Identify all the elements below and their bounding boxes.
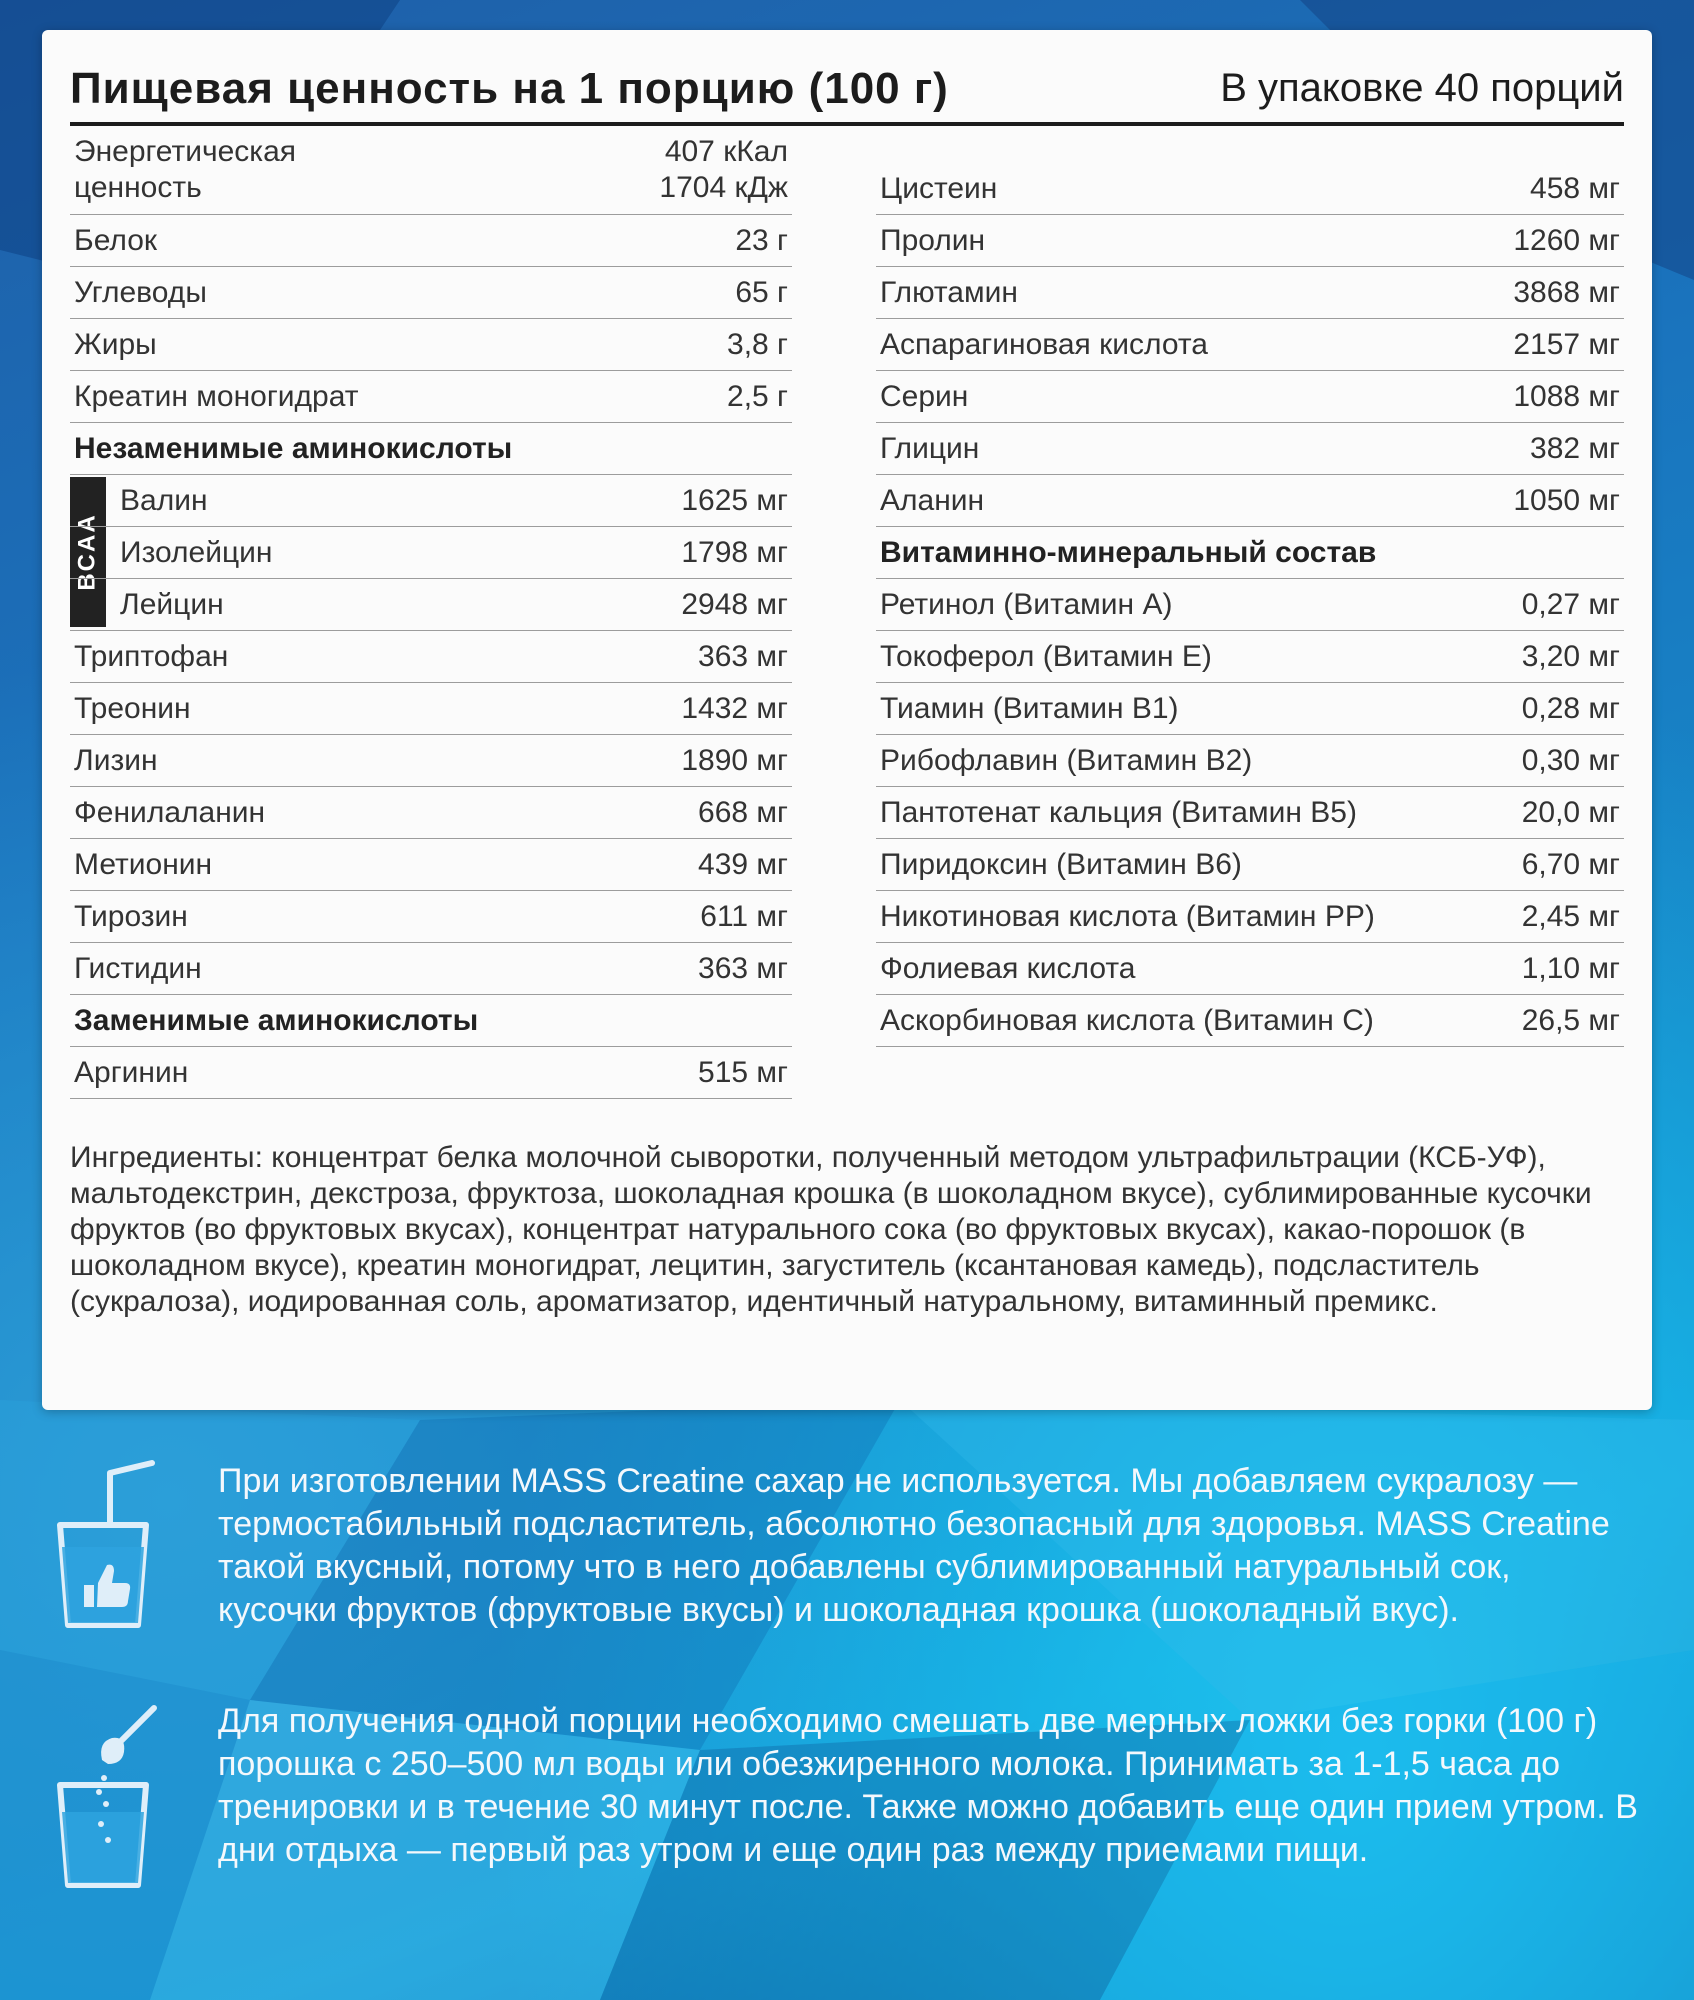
table-row: Углеводы 65 г	[70, 267, 792, 319]
glass-with-scoop-icon	[42, 1700, 162, 1890]
table-row: Аланин 1050 мг	[876, 475, 1624, 527]
table-row: Триптофан 363 мг	[70, 631, 792, 683]
sugar-free-note: При изготовлении MASS Creatine сахар не используется. Мы добавляем сукралозу — термостабильный подсластитель, абсолютно безопасный для здоровья. MASS Creatine такой вкусный, потому что в него добавлены сублимированный натуральный сок, кусочки фруктов (фруктовые вкусы) и шоколадная крошка (шоколадный вкус).	[218, 1462, 1610, 1629]
table-row: Никотиновая кислота (Витамин РР) 2,45 мг	[876, 891, 1624, 943]
table-row: Фенилаланин 668 мг	[70, 787, 792, 839]
nutrition-column-right	[876, 130, 1624, 1047]
table-row: Серин 1088 мг	[876, 371, 1624, 423]
table-row: Ретинол (Витамин А) 0,27 мг	[876, 579, 1624, 631]
nutrition-column-left	[70, 130, 792, 1099]
table-row: Белок 23 г	[70, 215, 792, 267]
table-row: Тирозин 611 мг	[70, 891, 792, 943]
nutrition-title: Пищевая ценность на 1 порцию (100 г)	[70, 64, 949, 113]
vitamins-heading: Витаминно-минеральный состав	[876, 527, 1624, 579]
servings-count: В упаковке 40 порций	[1220, 66, 1624, 110]
table-row: Глютамин 3868 мг	[876, 267, 1624, 319]
table-row: Рибофлавин (Витамин В2) 0,30 мг	[876, 735, 1624, 787]
table-row: Пролин 1260 мг	[876, 215, 1624, 267]
table-row: Тиамин (Витамин В1) 0,28 мг	[876, 683, 1624, 735]
table-row: Глицин 382 мг	[876, 423, 1624, 475]
table-row: Метионин 439 мг	[70, 839, 792, 891]
table-row: Пантотенат кальция (Витамин В5) 20,0 мг	[876, 787, 1624, 839]
bcaa-group	[70, 475, 792, 631]
table-row: Аспарагиновая кислота 2157 мг	[876, 319, 1624, 371]
table-row: Гистидин 363 мг	[70, 943, 792, 995]
table-row: Лизин 1890 мг	[70, 735, 792, 787]
table-row: Аскорбиновая кислота (Витамин С) 26,5 мг	[876, 995, 1624, 1047]
essential-amino-heading: Незаменимые аминокислоты	[70, 423, 792, 475]
usage-instructions: Для получения одной порции необходимо смешать две мерных ложки без горки (100 г) порошка с 250–500 мл воды или обезжиренного молока. Принимать за 1-1,5 часа до тренировки и в течение 30 минут после. Также можно добавить еще один прием утром. В дни отдыха — первый раз утром и еще один раз между приемами пищи.	[218, 1702, 1638, 1869]
bcaa-label: BCAA	[70, 477, 106, 627]
table-row: Жиры 3,8 г	[70, 319, 792, 371]
nutrition-table	[70, 126, 1624, 1096]
energy-value: 407 кКал 1704 кДж	[659, 135, 788, 204]
table-row: Изолейцин 1798 мг	[70, 527, 792, 579]
glass-with-straw-thumbs-up-icon	[42, 1455, 162, 1630]
table-row: Креатин моногидрат 2,5 г	[70, 371, 792, 423]
energy-row	[70, 130, 792, 215]
energy-name: Энергетическая ценность	[74, 135, 296, 204]
nutrition-panel	[42, 30, 1652, 1410]
table-row: Пиридоксин (Витамин В6) 6,70 мг	[876, 839, 1624, 891]
nonessential-amino-heading: Заменимые аминокислоты	[70, 995, 792, 1047]
nutrition-header	[70, 58, 1624, 126]
table-row: Фолиевая кислота 1,10 мг	[876, 943, 1624, 995]
table-row: Токоферол (Витамин Е) 3,20 мг	[876, 631, 1624, 683]
table-row: Лейцин 2948 мг	[70, 579, 792, 631]
ingredients-text: Ингредиенты: концентрат белка молочной сыворотки, полученный методом ультрафильтрации (КСБ-УФ), мальтодекстрин, декстроза, фруктоза, шоколадная крошка (в шоколадном вкусе), сублимированные кусочки фруктов (во фруктовых вкусах), концентрат натурального сока (во фруктовых вкусах), какао-порошок (в шоколадном вкусе), креатин моногидрат, лецитин, загуститель (ксантановая камедь), подсластитель (сукралоза), иодированная соль, ароматизатор, идентичный натуральному, витаминный премикс.	[70, 1141, 1592, 1318]
table-row: Цистеин 458 мг	[876, 163, 1624, 215]
right-column-spacer	[876, 130, 1624, 163]
table-row: Аргинин 515 мг	[70, 1047, 792, 1099]
table-row: Валин 1625 мг	[70, 475, 792, 527]
table-row: Треонин 1432 мг	[70, 683, 792, 735]
